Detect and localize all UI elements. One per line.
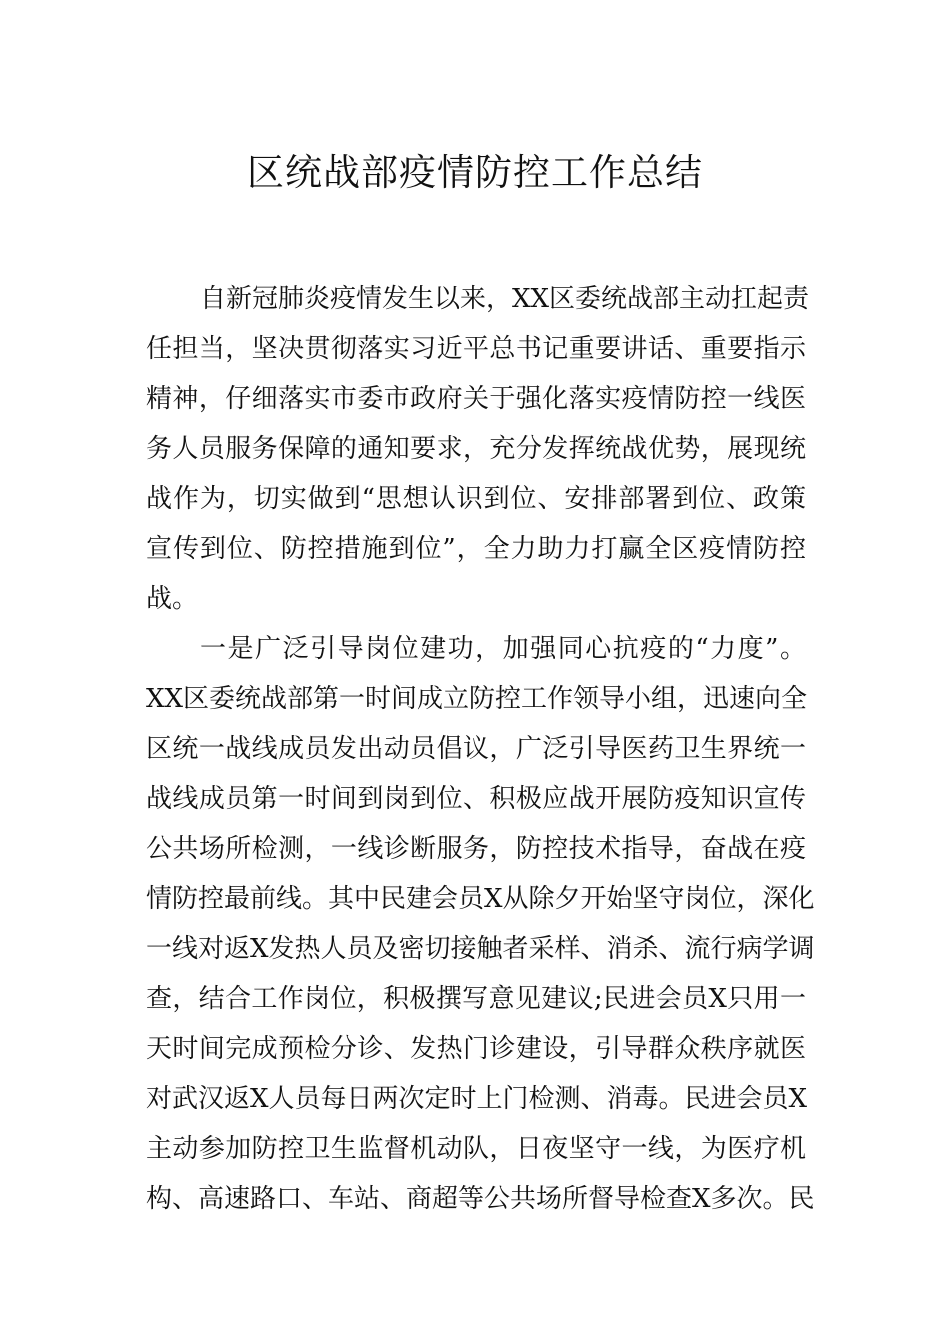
text-line: 构、高速路口、车站、商超等公共场所督导检查X多次。民	[146, 1184, 815, 1214]
text-line: 务人员服务保障的通知要求，充分发挥统战优势，展现统	[146, 434, 806, 464]
text-line: 战。	[146, 584, 199, 614]
text-line: 宣传到位、防控措施到位”，全力助力打赢全区疫情防控	[146, 534, 806, 564]
text-line: 查，结合工作岗位，积极撰写意见建议;民进会员X只用一	[146, 984, 806, 1014]
text-line: 公共场所检测，一线诊断服务，防控技术指导，奋战在疫	[146, 834, 806, 864]
text-line: 区统一战线成员发出动员倡议，广泛引导医药卫生界统一	[146, 734, 806, 764]
paragraph-intro	[146, 274, 810, 624]
text-line: 一是广泛引导岗位建功，加强同心抗疫的“力度”。	[200, 634, 806, 664]
text-line: 对武汉返X人员每日两次定时上门检测、消毒。民进会员X	[146, 1084, 808, 1114]
text-line: 情防控最前线。其中民建会员X从除夕开始坚守岗位，深化	[146, 884, 815, 914]
text-line: 自新冠肺炎疫情发生以来，XX区委统战部主动扛起责	[200, 284, 810, 314]
document-body	[146, 274, 815, 1224]
text-line: 一线对返X发热人员及密切接触者采样、消杀、流行病学调	[146, 934, 815, 964]
document-title: 区统战部疫情防控工作总结	[247, 150, 703, 194]
text-line: 主动参加防控卫生监督机动队，日夜坚守一线，为医疗机	[146, 1134, 806, 1164]
text-line: 精神，仔细落实市委市政府关于强化落实疫情防控一线医	[146, 384, 806, 414]
text-line: 战线成员第一时间到岗到位、积极应战开展防疫知识宣传	[146, 784, 806, 814]
text-line: 任担当，坚决贯彻落实习近平总书记重要讲话、重要指示	[146, 334, 806, 364]
text-line: 战作为，切实做到“思想认识到位、安排部署到位、政策	[146, 484, 806, 514]
text-line: 天时间完成预检分诊、发热门诊建设，引导群众秩序就医	[146, 1034, 806, 1064]
paragraph-first-point	[146, 624, 815, 1224]
text-line: XX区委统战部第一时间成立防控工作领导小组，迅速向全	[146, 684, 808, 714]
